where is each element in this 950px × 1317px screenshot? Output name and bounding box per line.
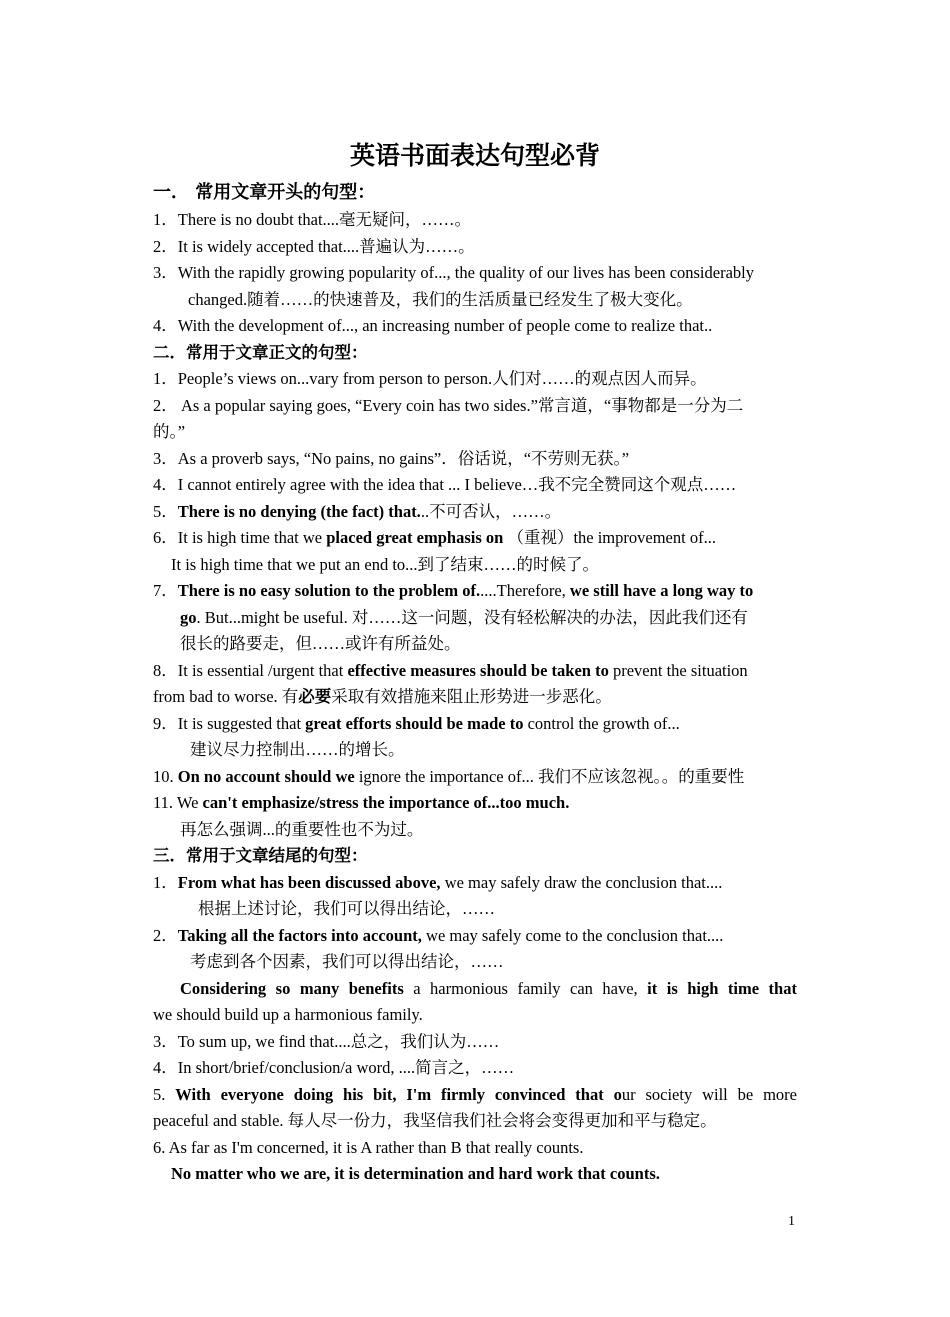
s2-line-7-bold2: we still have a long way to xyxy=(569,581,754,600)
s3-line-2b: 考虑到各个因素，我们可以得出结论，…… xyxy=(190,952,504,971)
section-3-heading: 三．常用于文章结尾的句型： xyxy=(153,846,368,865)
s2-line-8b-pre: from bad to worse. 有 xyxy=(153,687,299,706)
s1-line-1: 1．There is no doubt that....毫无疑问，……。 xyxy=(153,210,472,229)
s2-line-7-mid: ....Therefore, xyxy=(480,581,570,600)
s2-line-9 xyxy=(153,713,680,735)
s2-line-2a: 2． As a popular saying goes, “Every coin has two sides.”常言道，“事物都是一分为二 xyxy=(153,396,744,415)
s3-line-2c-mid: a harmonious family can have, xyxy=(403,979,648,998)
s3-line-2c-bold2: it is high time that xyxy=(647,979,797,998)
s2-line-7-bold1: There is no easy solution to the problem of. xyxy=(177,581,481,600)
s2-line-7b-rest: . But...might be useful. 对……这一问题，没有轻松解决的办法，因此我们还有 xyxy=(196,608,748,627)
s2-line-11b: 再怎么强调...的重要性也不为过。 xyxy=(180,820,424,839)
section-1-heading: 一． 常用文章开头的句型： xyxy=(153,182,376,203)
s2-line-8-pre: 8．It is essential /urgent that xyxy=(153,661,348,680)
s3-line-5 xyxy=(153,1084,797,1106)
s2-line-6 xyxy=(153,527,716,549)
s2-line-7b-bold: go xyxy=(180,608,197,627)
s1-line-3a: 3．With the rapidly growing popularity of..., the quality of our lives has been considerably xyxy=(153,263,754,282)
s2-line-5-bold: There is no denying (the fact) that. xyxy=(177,502,421,521)
s2-line-9-pre: 9．It is suggested that xyxy=(153,714,306,733)
s3-line-5-pre: 5. xyxy=(153,1085,176,1104)
s2-line-11 xyxy=(153,792,569,814)
s2-line-6b: It is high time that we put an end to...到了结束……的时候了。 xyxy=(171,555,600,574)
s2-line-11-pre: 11. We xyxy=(153,793,203,812)
document-title: 英语书面表达句型必背 xyxy=(349,141,600,170)
s2-line-11-bold: can't emphasize/stress the importance of...too much. xyxy=(202,793,570,812)
s3-line-5-bold: With everyone doing his bit, I'm firmly convinced that o xyxy=(175,1085,622,1104)
s2-line-10-bold: On no account should we xyxy=(177,767,355,786)
s1-line-3b: changed.随着……的快速普及，我们的生活质量已经发生了极大变化。 xyxy=(188,290,693,309)
s2-line-5 xyxy=(153,501,561,523)
s3-line-6: 6. As far as I'm concerned, it is A rather than B that really counts. xyxy=(153,1138,584,1157)
s2-line-7-num: 7． xyxy=(153,581,178,600)
s2-line-8-post: prevent the situation xyxy=(608,661,748,680)
s3-line-5b: peaceful and stable. 每人尽一份力，我坚信我们社会将会变得更加和平与稳定。 xyxy=(153,1111,717,1130)
s2-line-7b xyxy=(180,607,748,629)
s2-line-8 xyxy=(153,660,748,682)
s2-line-7c: 很长的路要走，但……或许有所益处。 xyxy=(180,634,461,653)
s2-line-10 xyxy=(153,766,744,788)
s3-line-1-post: we may safely draw the conclusion that.... xyxy=(440,873,723,892)
s3-line-2 xyxy=(153,925,723,947)
s2-line-8b-bold: 必要 xyxy=(298,687,332,706)
s1-line-2: 2．It is widely accepted that....普遍认为……。 xyxy=(153,237,475,256)
section-2-heading: 二．常用于文章正文的句型： xyxy=(153,343,368,362)
s2-line-4: 4．I cannot entirely agree with the idea that ... I believe…我不完全赞同这个观点…… xyxy=(153,475,737,494)
s2-line-1: 1．People’s views on...vary from person to person.人们对……的观点因人而异。 xyxy=(153,369,707,388)
s2-line-8-bold: effective measures should be taken to xyxy=(347,661,609,680)
s3-line-5-post: ur society will be more xyxy=(621,1085,797,1104)
s3-line-1b: 根据上述讨论，我们可以得出结论，…… xyxy=(198,899,495,918)
s3-line-2-post: we may safely come to the conclusion that.... xyxy=(421,926,724,945)
s3-line-2-bold: Taking all the factors into account, xyxy=(177,926,422,945)
page-number: 1 xyxy=(788,1214,795,1229)
s2-line-5-num: 5． xyxy=(153,502,178,521)
s2-line-10-post: ignore the importance of... 我们不应该忽视。。的重要性 xyxy=(354,767,745,786)
s3-line-2c xyxy=(180,978,797,1000)
s2-line-6-bold: placed great emphasis on xyxy=(326,528,504,547)
s2-line-6-pre: 6．It is high time that we xyxy=(153,528,327,547)
s3-line-2-num: 2． xyxy=(153,926,178,945)
s2-line-9-bold: great efforts should be made to xyxy=(305,714,524,733)
s3-line-3: 3．To sum up, we find that....总之，我们认为…… xyxy=(153,1032,500,1051)
s2-line-6-post: （重视）the improvement of... xyxy=(503,528,716,547)
s2-line-10-pre: 10. xyxy=(153,767,178,786)
s3-line-4: 4．In short/brief/conclusion/a word, ....简言之，…… xyxy=(153,1058,515,1077)
s2-line-9-post: control the growth of... xyxy=(523,714,680,733)
s3-line-1-bold: From what has been discussed above, xyxy=(177,873,441,892)
s2-line-9b: 建议尽力控制出……的增长。 xyxy=(190,740,405,759)
s2-line-7 xyxy=(153,580,753,602)
s1-line-4: 4．With the development of..., an increasing number of people come to realize that.. xyxy=(153,316,713,335)
s2-line-3: 3．As a proverb says, “No pains, no gains”．俗话说，“不劳则无获。” xyxy=(153,449,630,468)
s3-line-1 xyxy=(153,872,722,894)
s2-line-5-rest: ..不可否认，……。 xyxy=(420,502,562,521)
s2-line-8b xyxy=(153,686,612,708)
s3-line-1-num: 1． xyxy=(153,873,178,892)
s3-line-2d: we should build up a harmonious family. xyxy=(153,1005,423,1024)
s3-line-2c-bold1: Considering so many benefits xyxy=(180,979,404,998)
s3-line-6b: No matter who we are, it is determination and hard work that counts. xyxy=(171,1164,660,1183)
s2-line-8b-post: 采取有效措施来阻止形势进一步恶化。 xyxy=(331,687,612,706)
s2-line-2b: 的。” xyxy=(153,422,186,441)
